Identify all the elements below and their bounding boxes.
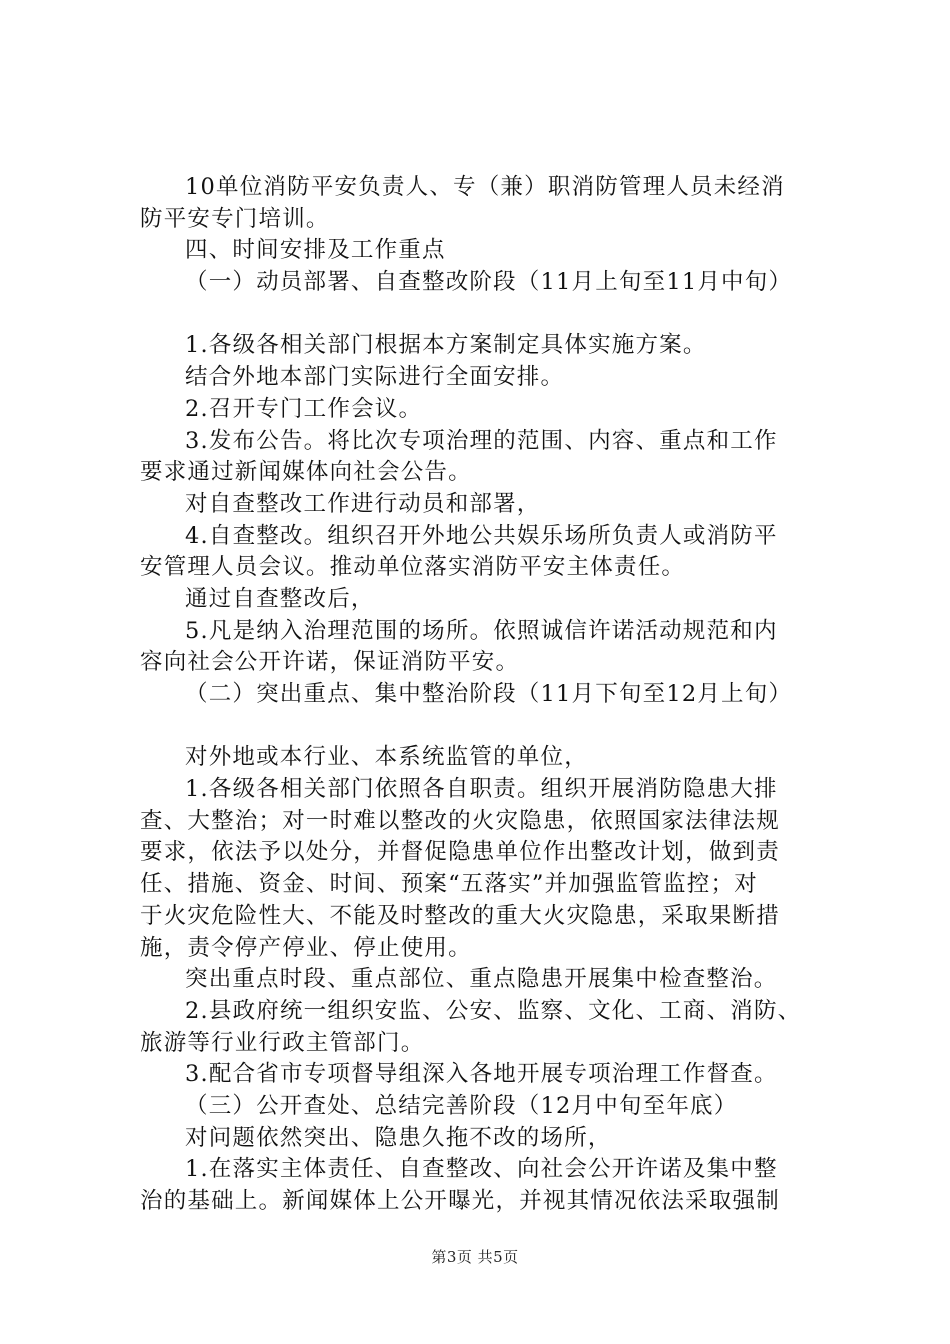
text-line: 5.凡是纳入治理范围的场所。依照诚信许诺活动规范和内 — [185, 617, 778, 644]
text-line: （三）公开查处、总结完善阶段（12月中旬至年底） — [185, 1092, 738, 1119]
text-line: 1.在落实主体责任、自查整改、向社会公开许诺及集中整 — [185, 1156, 778, 1183]
page-footer: 第3页 共5页 — [431, 1248, 519, 1266]
text-line: 四、时间安排及工作重点 — [185, 237, 446, 264]
text-line: 3.配合省市专项督导组深入各地开展专项治理工作督查。 — [185, 1061, 778, 1088]
text-line: 通过自查整改后， — [185, 585, 375, 612]
text-line: 施，责令停产停业、停止使用。 — [140, 934, 472, 961]
text-line: 1.各级各相关部门依照各自职责。组织开展消防隐患大排 — [185, 776, 778, 803]
text-line: 3.发布公告。将比次专项治理的范围、内容、重点和工作 — [185, 427, 778, 454]
text-line: 防平安专门培训。 — [140, 205, 330, 232]
text-line: （一）动员部署、自查整改阶段（11月上旬至11月中旬） — [185, 269, 793, 296]
text-line: 查、大整治；对一时难以整改的火灾隐患，依照国家法律法规 — [140, 807, 780, 834]
text-line: 4.自查整改。组织召开外地公共娱乐场所负责人或消防平 — [185, 522, 778, 549]
text-line: 突出重点时段、重点部位、重点隐患开展集中检查整治。 — [185, 966, 778, 993]
text-line: 2.县政府统一组织安监、公安、监察、文化、工商、消防、 — [185, 997, 802, 1024]
text-line: 2.召开专门工作会议。 — [185, 395, 423, 422]
document-body — [140, 172, 840, 1218]
blank-line — [140, 711, 840, 743]
text-line: 容向社会公开许诺，保证消防平安。 — [140, 649, 520, 676]
text-line: 要求通过新闻媒体向社会公告。 — [140, 459, 472, 486]
text-line: 对问题依然突出、隐患久拖不改的场所， — [185, 1124, 612, 1151]
text-line: 任、措施、资金、时间、预案“五落实”并加强监管监控；对 — [140, 871, 758, 898]
text-line: 结合外地本部门实际进行全面安排。 — [185, 364, 565, 391]
text-line: 10单位消防平安负责人、专（兼）职消防管理人员未经消 — [185, 174, 785, 200]
text-line: （二）突出重点、集中整治阶段（11月下旬至12月上旬） — [185, 681, 793, 707]
text-line: 安管理人员会议。推动单位落实消防平安主体责任。 — [140, 554, 686, 581]
text-line: 要求，依法予以处分，并督促隐患单位作出整改计划，做到责 — [140, 839, 780, 866]
text-line: 旅游等行业行政主管部门。 — [140, 1029, 425, 1056]
text-line: 于火灾危险性大、不能及时整改的重大火灾隐患，采取果断措 — [140, 902, 780, 929]
blank-line — [140, 299, 840, 331]
text-line: 对自查整改工作进行动员和部署， — [185, 490, 541, 517]
text-line: 对外地或本行业、本系统监管的单位， — [185, 744, 588, 771]
text-line: 治的基础上。新闻媒体上公开曝光，并视其情况依法采取强制 — [140, 1188, 780, 1214]
text-line: 1.各级各相关部门根据本方案制定具体实施方案。 — [185, 332, 707, 359]
